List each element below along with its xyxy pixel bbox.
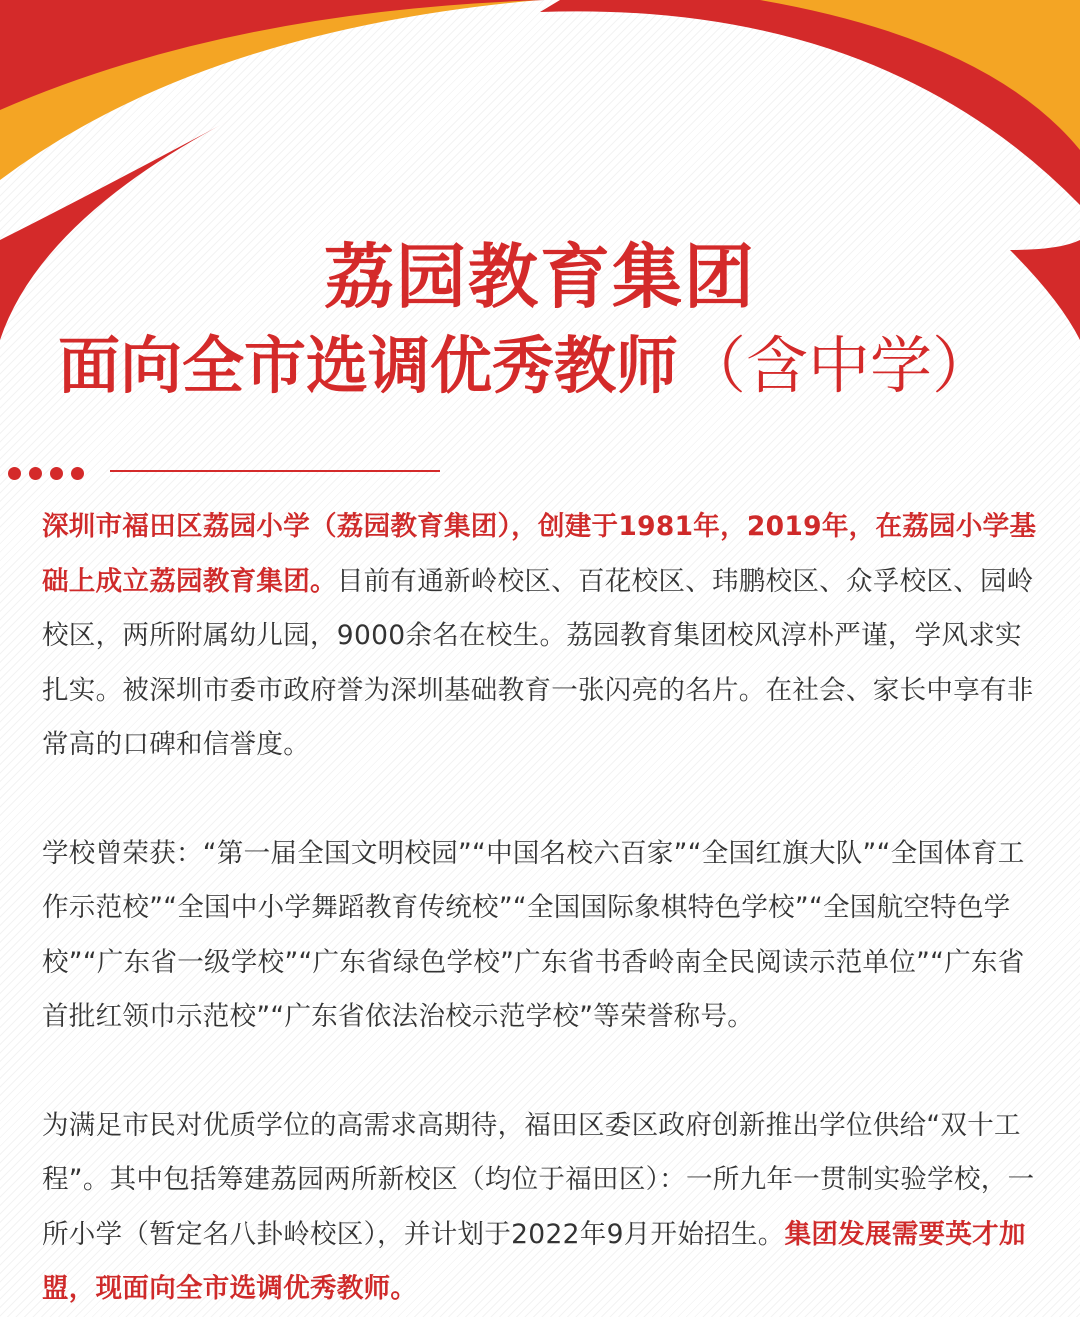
divider-line [110, 470, 440, 472]
paragraph-intro [42, 500, 1042, 773]
divider-dot [29, 467, 42, 480]
divider-dot [8, 467, 21, 480]
divider-dot [50, 467, 63, 480]
recruitment-text: 为满足市民对优质学位的高需求高期待，福田区委区政府创新推出学位供给“双十工程”。其中包括筹建荔园两所新校区（均位于福田区）：一所九年一贯制实验学校，一所小学（暂定名八卦岭校区），并计划于2022年9月开始招生。 [42, 1109, 1035, 1250]
divider-dot [71, 467, 84, 480]
paragraph-honors: 学校曾荣获：“第一届全国文明校园”“中国名校六百家”“全国红旗大队”“全国体育工作示范校”“全国中小学舞蹈教育传统校”“全国国际象棋特色学校”“全国航空特色学校”“广东省一级学校”“广东省绿色学校”广东省书香岭南全民阅读示范单位”“广东省首批红领巾示范校”“广东省依法治校示范学校”等荣誉称号。 [42, 837, 1025, 1032]
intro-text: 目前有通新岭校区、百花校区、玮鹏校区、众孚校区、园岭校区，两所附属幼儿园，9000余名在校生。荔园教育集团校风淳朴严谨，学风求实扎实。被深圳市委市政府誉为深圳基础教育一张闪亮的名片。在社会、家长中享有非常高的口碑和信誉度。 [42, 565, 1034, 760]
subtitle-parenthetical: （含中学） [684, 329, 995, 402]
paragraph-recruitment [42, 1099, 1042, 1317]
divider-dots [8, 465, 87, 484]
intro-highlight: 深圳市福田区荔园小学（荔园教育集团），创建于1981年，2019年，在荔园小学基础上成立荔园教育集团。 [42, 511, 1037, 597]
title-block [0, 232, 1080, 410]
article-body [42, 500, 1042, 1317]
page-subtitle [0, 322, 1080, 410]
recruitment-highlight: 集团发展需要英才加盟，现面向全市选调优秀教师。 [42, 1218, 1026, 1304]
subtitle-main: 面向全市选调优秀教师 [58, 329, 679, 402]
section-divider [8, 460, 448, 480]
page-title: 荔园教育集团 [324, 236, 756, 318]
